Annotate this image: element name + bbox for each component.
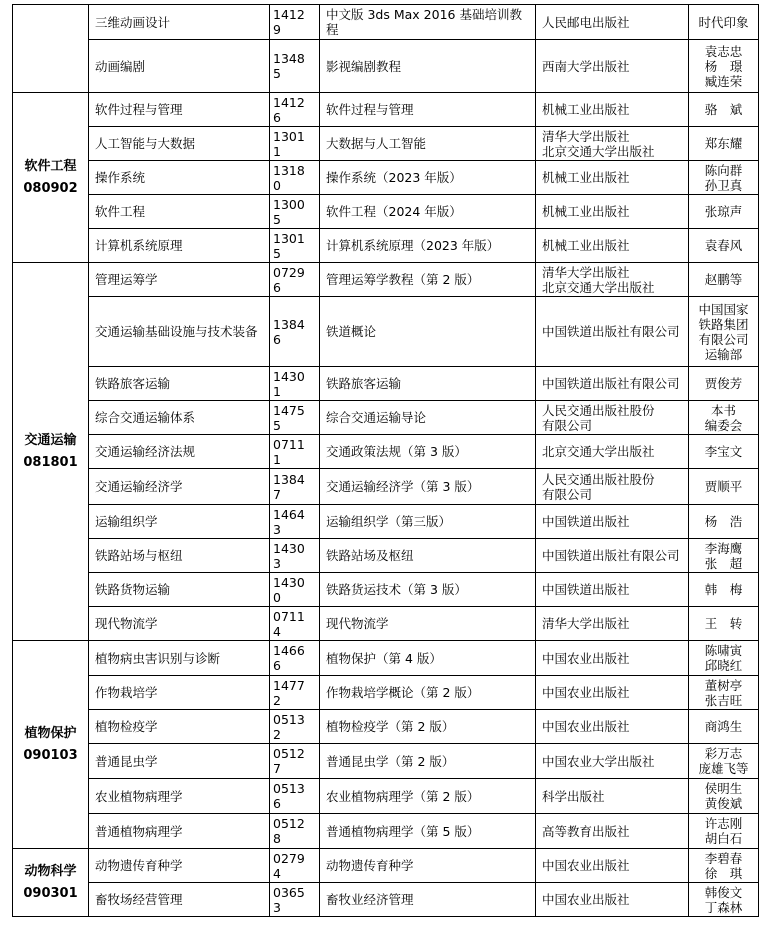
course-name-cell: 人工智能与大数据 [89,127,270,161]
table-row [13,710,759,744]
author-cell: 赵鹏等 [689,263,759,297]
publisher-cell: 人民邮电出版社 [536,5,689,40]
major-cell [13,93,89,263]
author-cell: 中国国家 铁路集团 有限公司 运输部 [689,297,759,367]
publisher-cell: 中国铁道出版社 [536,573,689,607]
textbook-title-cell: 铁道概论 [320,297,536,367]
course-code-cell: 1384 6 [270,297,320,367]
textbook-title-cell: 普通植物病理学（第 5 版） [320,814,536,849]
textbook-title-cell: 作物栽培学概论（第 2 版） [320,676,536,710]
table-row [13,93,759,127]
table-row [13,161,759,195]
major-code: 080902 [23,180,78,196]
table-row [13,505,759,539]
course-name-cell: 操作系统 [89,161,270,195]
major-code: 090301 [23,885,78,901]
textbook-title-cell: 中文版 3ds Max 2016 基础培训教程 [320,5,536,40]
table-row [13,573,759,607]
textbook-title-cell: 植物保护（第 4 版） [320,641,536,676]
publisher-cell: 北京交通大学出版社 [536,435,689,469]
textbook-title-cell: 铁路旅客运输 [320,367,536,401]
publisher-cell: 清华大学出版社 [536,607,689,641]
author-cell: 骆 斌 [689,93,759,127]
publisher-cell: 西南大学出版社 [536,40,689,93]
course-code-cell: 0711 4 [270,607,320,641]
author-cell: 李海鹰 张 超 [689,539,759,573]
textbook-title-cell: 软件工程（2024 年版） [320,195,536,229]
textbook-title-cell: 普通昆虫学（第 2 版） [320,744,536,779]
course-code-cell: 0513 2 [270,710,320,744]
table-row [13,539,759,573]
course-code-cell: 1430 0 [270,573,320,607]
textbook-title-cell: 软件过程与管理 [320,93,536,127]
course-code-cell: 0711 1 [270,435,320,469]
textbook-title-cell: 动物遗传育种学 [320,849,536,883]
publisher-cell: 机械工业出版社 [536,161,689,195]
table-row [13,469,759,505]
course-name-cell: 软件过程与管理 [89,93,270,127]
course-name-cell: 运输组织学 [89,505,270,539]
course-name-cell: 植物检疫学 [89,710,270,744]
author-cell: 李碧春 徐 琪 [689,849,759,883]
course-name-cell: 交通运输经济学 [89,469,270,505]
table-row [13,883,759,917]
publisher-cell: 机械工业出版社 [536,93,689,127]
course-code-cell: 1348 5 [270,40,320,93]
publisher-cell: 中国农业出版社 [536,641,689,676]
textbook-title-cell: 影视编剧教程 [320,40,536,93]
textbook-table [12,4,759,917]
author-cell: 袁春风 [689,229,759,263]
course-code-cell: 1318 0 [270,161,320,195]
major-cell [13,5,89,93]
course-name-cell: 动画编剧 [89,40,270,93]
author-cell: 时代印象 [689,5,759,40]
course-code-cell: 0512 7 [270,744,320,779]
publisher-cell: 中国铁道出版社有限公司 [536,367,689,401]
author-cell: 李宝文 [689,435,759,469]
major-cell [13,641,89,849]
author-cell: 贾俊芳 [689,367,759,401]
course-code-cell: 1475 5 [270,401,320,435]
author-cell: 商鸿生 [689,710,759,744]
course-name-cell: 现代物流学 [89,607,270,641]
textbook-title-cell: 植物检疫学（第 2 版） [320,710,536,744]
course-name-cell: 三维动画设计 [89,5,270,40]
course-code-cell: 1477 2 [270,676,320,710]
course-name-cell: 植物病虫害识别与诊断 [89,641,270,676]
course-code-cell: 1300 5 [270,195,320,229]
course-name-cell: 计算机系统原理 [89,229,270,263]
publisher-cell: 清华大学出版社 北京交通大学出版社 [536,127,689,161]
table-row [13,195,759,229]
author-cell: 贾顺平 [689,469,759,505]
table-body [13,5,759,917]
textbook-title-cell: 畜牧业经济管理 [320,883,536,917]
table-row [13,744,759,779]
table-row [13,229,759,263]
course-name-cell: 动物遗传育种学 [89,849,270,883]
course-name-cell: 软件工程 [89,195,270,229]
table-row [13,40,759,93]
textbook-title-cell: 铁路站场及枢纽 [320,539,536,573]
textbook-title-cell: 交通政策法规（第 3 版） [320,435,536,469]
publisher-cell: 人民交通出版社股份 有限公司 [536,401,689,435]
course-code-cell: 1384 7 [270,469,320,505]
author-cell: 本书 编委会 [689,401,759,435]
course-name-cell: 铁路旅客运输 [89,367,270,401]
publisher-cell: 中国农业出版社 [536,849,689,883]
major-name: 动物科学 [24,863,77,879]
publisher-cell: 中国铁道出版社有限公司 [536,539,689,573]
textbook-title-cell: 运输组织学（第三版） [320,505,536,539]
course-code-cell: 1412 6 [270,93,320,127]
publisher-cell: 中国农业大学出版社 [536,744,689,779]
table-row [13,127,759,161]
major-code: 090103 [23,747,78,763]
author-cell: 王 转 [689,607,759,641]
course-code-cell: 1430 1 [270,367,320,401]
table-row [13,779,759,814]
course-code-cell: 0279 4 [270,849,320,883]
course-name-cell: 综合交通运输体系 [89,401,270,435]
author-cell: 韩俊文 丁森林 [689,883,759,917]
author-cell: 彩万志 庞雄飞等 [689,744,759,779]
table-row [13,401,759,435]
course-name-cell: 铁路货物运输 [89,573,270,607]
course-name-cell: 交通运输基础设施与技术装备 [89,297,270,367]
course-code-cell: 1464 3 [270,505,320,539]
major-cell [13,849,89,917]
textbook-title-cell: 农业植物病理学（第 2 版） [320,779,536,814]
publisher-cell: 中国农业出版社 [536,676,689,710]
publisher-cell: 中国铁道出版社有限公司 [536,297,689,367]
author-cell: 袁志忠 杨 璟 臧连荣 [689,40,759,93]
author-cell: 韩 梅 [689,573,759,607]
table-row [13,263,759,297]
course-name-cell: 作物栽培学 [89,676,270,710]
textbook-title-cell: 大数据与人工智能 [320,127,536,161]
table-row [13,814,759,849]
course-name-cell: 农业植物病理学 [89,779,270,814]
course-name-cell: 畜牧场经营管理 [89,883,270,917]
publisher-cell: 清华大学出版社 北京交通大学出版社 [536,263,689,297]
textbook-title-cell: 现代物流学 [320,607,536,641]
author-cell: 张琼声 [689,195,759,229]
table-row [13,607,759,641]
major-cell [13,263,89,641]
textbook-title-cell: 计算机系统原理（2023 年版） [320,229,536,263]
publisher-cell: 中国农业出版社 [536,710,689,744]
textbook-title-cell: 交通运输经济学（第 3 版） [320,469,536,505]
author-cell: 陈向群 孙卫真 [689,161,759,195]
table-row [13,297,759,367]
publisher-cell: 中国铁道出版社 [536,505,689,539]
major-code: 081801 [23,454,78,470]
course-code-cell: 0365 3 [270,883,320,917]
course-name-cell: 交通运输经济法规 [89,435,270,469]
publisher-cell: 科学出版社 [536,779,689,814]
textbook-title-cell: 管理运筹学教程（第 2 版） [320,263,536,297]
author-cell: 杨 浩 [689,505,759,539]
course-code-cell: 1466 6 [270,641,320,676]
textbook-title-cell: 操作系统（2023 年版） [320,161,536,195]
course-code-cell: 1412 9 [270,5,320,40]
table-row [13,849,759,883]
publisher-cell: 中国农业出版社 [536,883,689,917]
table-row [13,5,759,40]
course-name-cell: 普通植物病理学 [89,814,270,849]
course-code-cell: 0512 8 [270,814,320,849]
course-code-cell: 1301 5 [270,229,320,263]
textbook-title-cell: 综合交通运输导论 [320,401,536,435]
course-code-cell: 1430 3 [270,539,320,573]
course-name-cell: 铁路站场与枢纽 [89,539,270,573]
course-code-cell: 1301 1 [270,127,320,161]
table-row [13,435,759,469]
textbook-title-cell: 铁路货运技术（第 3 版） [320,573,536,607]
course-code-cell: 0513 6 [270,779,320,814]
course-name-cell: 管理运筹学 [89,263,270,297]
table-row [13,367,759,401]
table-row [13,641,759,676]
course-code-cell: 0729 6 [270,263,320,297]
author-cell: 陈啸寅 邱晓红 [689,641,759,676]
author-cell: 许志刚 胡白石 [689,814,759,849]
publisher-cell: 机械工业出版社 [536,195,689,229]
major-name: 软件工程 [24,158,77,174]
publisher-cell: 高等教育出版社 [536,814,689,849]
author-cell: 董树亭 张吉旺 [689,676,759,710]
publisher-cell: 人民交通出版社股份 有限公司 [536,469,689,505]
major-name: 交通运输 [24,432,77,448]
course-name-cell: 普通昆虫学 [89,744,270,779]
publisher-cell: 机械工业出版社 [536,229,689,263]
table-row [13,676,759,710]
major-name: 植物保护 [24,725,77,741]
author-cell: 侯明生 黄俊斌 [689,779,759,814]
author-cell: 郑东耀 [689,127,759,161]
